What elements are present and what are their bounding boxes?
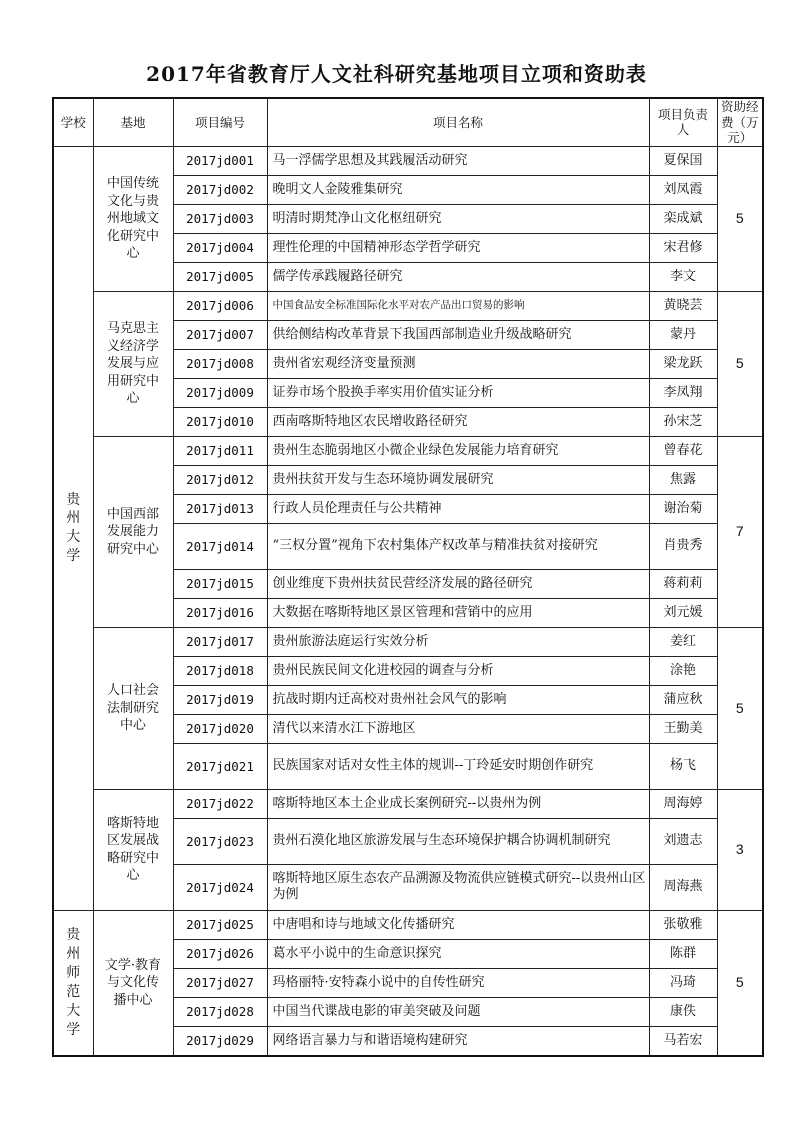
fund-cell: 5: [717, 291, 763, 436]
table-row: [53, 627, 763, 656]
project-lead: 冯琦: [649, 968, 717, 997]
project-lead: 夏保国: [649, 146, 717, 175]
project-lead: 涂艳: [649, 656, 717, 685]
fund-cell: 3: [717, 789, 763, 910]
project-name: 马一浮儒学思想及其践履活动研究: [267, 146, 649, 175]
project-lead: 李文: [649, 262, 717, 291]
project-name: 贵州民族民间文化进校园的调查与分析: [267, 656, 649, 685]
base-cell: 喀斯特地区发展战略研究中心: [93, 789, 173, 910]
project-code: 2017jd022: [173, 789, 267, 818]
project-lead: 肖贵秀: [649, 523, 717, 569]
project-lead: 曾春花: [649, 436, 717, 465]
project-name: 喀斯特地区原生态农产品溯源及物流供应链模式研究--以贵州山区为例: [267, 864, 649, 910]
project-code: 2017jd011: [173, 436, 267, 465]
school-cell: [53, 910, 93, 1056]
project-name: 贵州扶贫开发与生态环境协调发展研究: [267, 465, 649, 494]
project-lead: 马若宏: [649, 1026, 717, 1056]
project-lead: 焦露: [649, 465, 717, 494]
school-name: 贵州大学: [66, 491, 81, 565]
project-lead: 张敬雅: [649, 910, 717, 939]
project-code: 2017jd002: [173, 175, 267, 204]
project-lead: 杨飞: [649, 743, 717, 789]
project-name: 贵州旅游法庭运行实效分析: [267, 627, 649, 656]
header-row: [53, 98, 763, 146]
project-lead: 孙宋芝: [649, 407, 717, 436]
base-cell: 人口社会法制研究中心: [93, 627, 173, 789]
project-name: 贵州省宏观经济变量预测: [267, 349, 649, 378]
project-code: 2017jd005: [173, 262, 267, 291]
project-code: 2017jd007: [173, 320, 267, 349]
header-base: 基地: [93, 98, 173, 146]
base-cell: 中国西部发展能力研究中心: [93, 436, 173, 627]
project-code: 2017jd008: [173, 349, 267, 378]
project-lead: 梁龙跃: [649, 349, 717, 378]
header-lead: 项目负责人: [649, 98, 717, 146]
project-name: 证券市场个股换手率实用价值实证分析: [267, 378, 649, 407]
header-fund: 资助经费（万元）: [717, 98, 763, 146]
project-lead: 李凤翔: [649, 378, 717, 407]
fund-cell: 5: [717, 146, 763, 291]
project-name: 晚明文人金陵雅集研究: [267, 175, 649, 204]
school-name: 贵州师范大学: [66, 927, 81, 1038]
project-lead: 姜红: [649, 627, 717, 656]
project-name: 中唐唱和诗与地域文化传播研究: [267, 910, 649, 939]
table-row: [53, 146, 763, 175]
project-name: 葛水平小说中的生命意识探究: [267, 939, 649, 968]
project-code: 2017jd004: [173, 233, 267, 262]
project-code: 2017jd014: [173, 523, 267, 569]
project-code: 2017jd018: [173, 656, 267, 685]
project-code: 2017jd017: [173, 627, 267, 656]
project-lead: 陈群: [649, 939, 717, 968]
project-code: 2017jd013: [173, 494, 267, 523]
project-lead: 蒲应秋: [649, 685, 717, 714]
project-name: 贵州石漠化地区旅游发展与生态环境保护耦合协调机制研究: [267, 818, 649, 864]
project-lead: 宋君修: [649, 233, 717, 262]
project-name: 创业维度下贵州扶贫民营经济发展的路径研究: [267, 569, 649, 598]
header-name: 项目名称: [267, 98, 649, 146]
project-name: 抗战时期内迁高校对贵州社会风气的影响: [267, 685, 649, 714]
project-lead: 蒙丹: [649, 320, 717, 349]
project-code: 2017jd025: [173, 910, 267, 939]
project-name: 大数据在喀斯特地区景区管理和营销中的应用: [267, 598, 649, 627]
project-code: 2017jd019: [173, 685, 267, 714]
project-name: 中国食品安全标准国际化水平对农产品出口贸易的影响: [267, 291, 649, 320]
project-lead: 谢治菊: [649, 494, 717, 523]
base-cell: 马克思主义经济学发展与应用研究中心: [93, 291, 173, 436]
project-name: 喀斯特地区本土企业成长案例研究--以贵州为例: [267, 789, 649, 818]
project-lead: 黄晓芸: [649, 291, 717, 320]
project-code: 2017jd001: [173, 146, 267, 175]
project-code: 2017jd027: [173, 968, 267, 997]
project-name: 民族国家对话对女性主体的规训--丁玲延安时期创作研究: [267, 743, 649, 789]
project-lead: 康佚: [649, 997, 717, 1026]
project-code: 2017jd024: [173, 864, 267, 910]
project-code: 2017jd009: [173, 378, 267, 407]
project-name: 供给侧结构改革背景下我国西部制造业升级战略研究: [267, 320, 649, 349]
table-row: [53, 291, 763, 320]
project-name: 理性伦理的中国精神形态学哲学研究: [267, 233, 649, 262]
project-code: 2017jd026: [173, 939, 267, 968]
project-table: [52, 97, 764, 1057]
project-code: 2017jd021: [173, 743, 267, 789]
project-code: 2017jd023: [173, 818, 267, 864]
project-code: 2017jd006: [173, 291, 267, 320]
project-lead: 刘遗志: [649, 818, 717, 864]
project-lead: 刘凤霞: [649, 175, 717, 204]
project-name: 中国当代谍战电影的审美突破及问题: [267, 997, 649, 1026]
fund-cell: 5: [717, 910, 763, 1056]
base-cell: 中国传统文化与贵州地域文化研究中心: [93, 146, 173, 291]
project-code: 2017jd016: [173, 598, 267, 627]
project-code: 2017jd028: [173, 997, 267, 1026]
fund-cell: 5: [717, 627, 763, 789]
project-lead: 周海婷: [649, 789, 717, 818]
table-row: [53, 910, 763, 939]
project-code: 2017jd003: [173, 204, 267, 233]
project-code: 2017jd012: [173, 465, 267, 494]
school-cell: [53, 146, 93, 910]
project-name: 玛格丽特·安特森小说中的自传性研究: [267, 968, 649, 997]
document-title: 2017年省教育厅人文社科研究基地项目立项和资助表: [146, 62, 647, 86]
project-code: 2017jd015: [173, 569, 267, 598]
project-name: 贵州生态脆弱地区小微企业绿色发展能力培育研究: [267, 436, 649, 465]
project-lead: 栾成斌: [649, 204, 717, 233]
project-name: 明清时期梵净山文化枢纽研究: [267, 204, 649, 233]
project-code: 2017jd029: [173, 1026, 267, 1056]
project-lead: 周海燕: [649, 864, 717, 910]
project-lead: 王勤美: [649, 714, 717, 743]
table-row: [53, 789, 763, 818]
project-name: 西南喀斯特地区农民增收路径研究: [267, 407, 649, 436]
project-name: 清代以来清水江下游地区: [267, 714, 649, 743]
project-lead: 蒋莉莉: [649, 569, 717, 598]
project-code: 2017jd020: [173, 714, 267, 743]
fund-cell: 7: [717, 436, 763, 627]
header-code: 项目编号: [173, 98, 267, 146]
project-name: 网络语言暴力与和谐语境构建研究: [267, 1026, 649, 1056]
project-name: 儒学传承践履路径研究: [267, 262, 649, 291]
project-name: “三权分置”视角下农村集体产权改革与精准扶贫对接研究: [267, 523, 649, 569]
project-code: 2017jd010: [173, 407, 267, 436]
base-cell: 文学·教育与文化传播中心: [93, 910, 173, 1056]
header-school: 学校: [53, 98, 93, 146]
table-row: [53, 436, 763, 465]
project-name: 行政人员伦理责任与公共精神: [267, 494, 649, 523]
project-lead: 刘元媛: [649, 598, 717, 627]
